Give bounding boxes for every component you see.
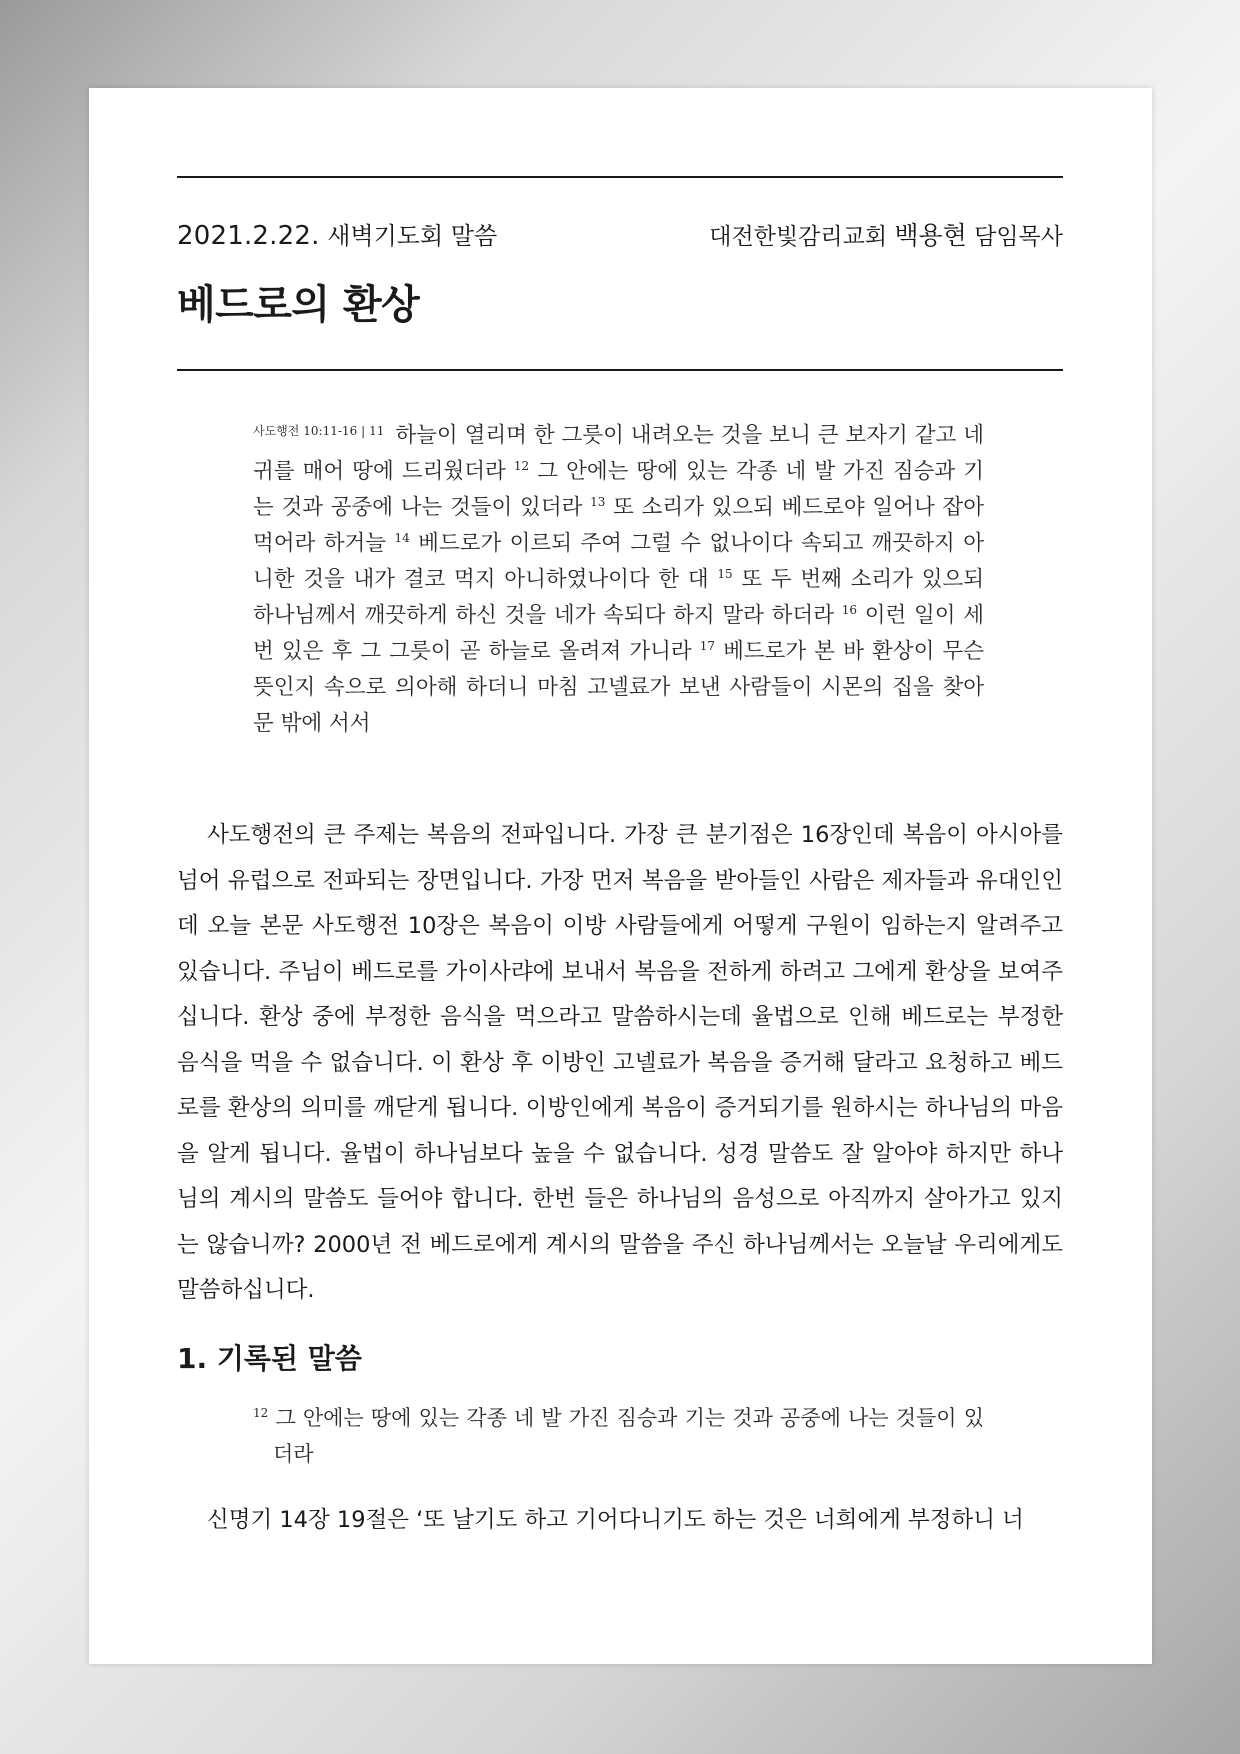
header-top-rule bbox=[177, 176, 1063, 178]
section-heading: 1. 기록된 말씀 bbox=[177, 1342, 362, 1375]
document-page bbox=[89, 88, 1152, 1664]
service-name: 새벽기도회 말씀 bbox=[327, 222, 498, 250]
verse-number-13: 13 bbox=[590, 495, 606, 509]
intro-paragraph: 사도행전의 큰 주제는 복음의 전파입니다. 가장 큰 분기점은 16장인데 복음이 아시아를 넘어 유럽으로 전파되는 장면입니다. 가장 먼저 복음을 받아들인 사람은 제자들과 유대인인데 오늘 본문 사도행전 10장은 복음이 이방 사람들에게 어떻게 구원이 임하는지 알려주고 있습니다. 주님이 베드로를 가이사랴에 보내서 복음을 전하게 하려고 그에게 환상을 보여주십니다. 환상 중에 부정한 음식을 먹으라고 말씀하시는데 율법으로 인해 베드로는 부정한 음식을 먹을 수 없습니다. 이 환상 후 이방인 고넬료가 복음을 증거해 달라고 요청하고 베드로를 환상의 의미를 깨닫게 됩니다. 이방인에게 복음이 증거되기를 원하시는 하나님의 마음을 알게 됩니다. 율법이 하나님보다 높을 수 없습니다. 성경 말씀도 잘 알아야 하지만 하나님의 계시의 말씀도 들어야 합니다. 한번 들은 하나님의 음성으로 아직까지 살아가고 있지는 않습니까? 2000년 전 베드로에게 계시의 말씀을 주신 하나님께서는 오늘날 우리에게도 말씀하십니다. bbox=[177, 822, 1063, 1303]
scripture-passage bbox=[253, 413, 984, 742]
church-name: 대전한빛감리교회 bbox=[709, 224, 888, 250]
sermon-meta bbox=[177, 220, 1063, 253]
verse-13: 또 소리가 있으되 베드로야 일어나 잡아 먹어라 하거늘 bbox=[253, 495, 984, 556]
verse-16: 이런 일이 세 번 있은 후 그 그릇이 곧 하늘로 올려져 가니라 bbox=[253, 603, 984, 664]
sermon-title: 베드로의 환상 bbox=[177, 282, 420, 328]
preacher-line bbox=[709, 220, 1063, 253]
verse-15: 또 두 번째 소리가 있으되 하나님께서 깨끗하게 하신 것을 네가 속되다 하지 말라 하더라 bbox=[253, 567, 985, 628]
verse-quote bbox=[253, 1400, 984, 1472]
verse-number-15: 15 bbox=[717, 567, 733, 581]
verse-number-14: 14 bbox=[394, 531, 410, 545]
verse-11: 하늘이 열리며 한 그릇이 내려오는 것을 보니 큰 보자기 같고 네 귀를 매어 땅에 드리웠더라 bbox=[253, 423, 985, 484]
verse-14: 베드로가 이르되 주여 그럴 수 없나이다 속되고 깨끗하지 아니한 것을 내가 결코 먹지 아니하였나이다 한 대 bbox=[253, 531, 984, 592]
quote-verse-number: 12 bbox=[253, 1406, 269, 1420]
section-paragraph: 신명기 14장 19절은 ‘또 날기도 하고 기어다니기도 하는 것은 너희에게 부정하니 너 bbox=[207, 1507, 1024, 1533]
header-bottom-rule bbox=[177, 369, 1063, 371]
verse-17: 베드로가 본 바 환상이 무슨 뜻인지 속으로 의아해 하더니 마침 고넬료가 보낸 사람들이 시몬의 집을 찾아 문 밖에 서서 bbox=[253, 639, 984, 736]
verse-12: 그 안에는 땅에 있는 각종 네 발 가진 짐승과 기는 것과 공중에 나는 것들이 있더라 bbox=[253, 459, 984, 520]
sermon-date-line bbox=[177, 220, 497, 253]
sermon-date: 2021.2.22. bbox=[177, 221, 320, 251]
verse-number-12: 12 bbox=[513, 459, 530, 473]
scripture-reference: 사도행전 10:11-16 | 11 bbox=[253, 424, 385, 438]
quote-verse-text: 그 안에는 땅에 있는 각종 네 발 가진 짐승과 기는 것과 공중에 나는 것들이 있더라 bbox=[273, 1406, 984, 1466]
verse-number-16: 16 bbox=[841, 603, 857, 617]
verse-number-17: 17 bbox=[699, 639, 716, 653]
pastor-name: 백용현 bbox=[894, 221, 967, 250]
pastor-title: 담임목사 bbox=[974, 224, 1063, 250]
